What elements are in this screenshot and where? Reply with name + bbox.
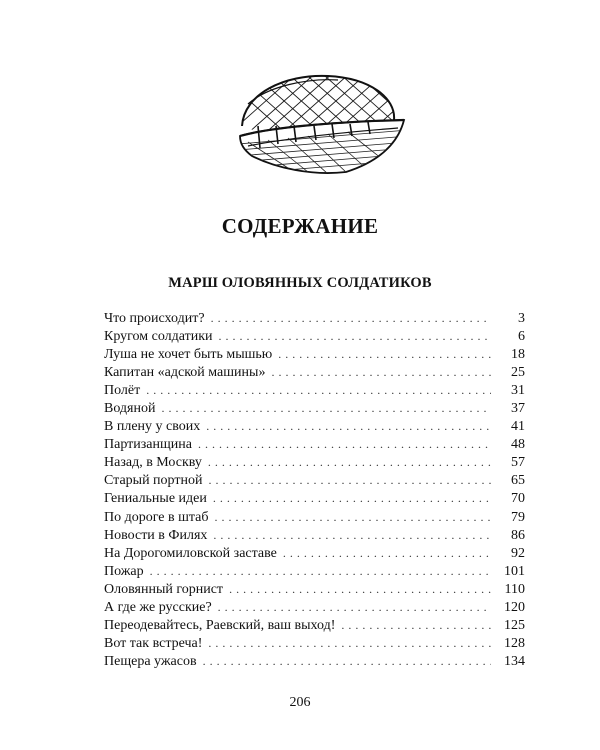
toc-entry-title: На Дорогомиловской заставе bbox=[104, 545, 277, 561]
toc-entry-page: 92 bbox=[511, 545, 525, 561]
toc-entry-page: 48 bbox=[511, 437, 525, 453]
airship-illustration bbox=[228, 64, 412, 186]
dot-leader bbox=[198, 435, 491, 453]
page-title: СОДЕРЖАНИЕ bbox=[221, 214, 379, 238]
dot-leader bbox=[211, 309, 491, 327]
toc-entry-page: 65 bbox=[511, 473, 525, 489]
toc-entry-title: Новости в Филях bbox=[104, 527, 208, 543]
toc-entry[interactable] bbox=[104, 616, 525, 634]
dot-leader bbox=[229, 580, 491, 598]
toc-entry-title: Водяной bbox=[104, 401, 156, 417]
toc-entry[interactable] bbox=[104, 489, 525, 507]
toc-entry[interactable] bbox=[104, 652, 525, 670]
toc-entry[interactable] bbox=[104, 562, 525, 580]
toc-entry-title: В плену у своих bbox=[104, 419, 201, 435]
dot-leader bbox=[283, 544, 491, 562]
toc-entry-page: 41 bbox=[511, 419, 525, 435]
dot-leader bbox=[161, 399, 491, 417]
toc-entry-page: 134 bbox=[504, 653, 525, 669]
toc-entry-page: 31 bbox=[511, 383, 525, 399]
toc-entry-title: Партизанщина bbox=[104, 437, 192, 453]
toc-entry[interactable] bbox=[104, 399, 525, 417]
dot-leader bbox=[206, 417, 491, 435]
dot-leader bbox=[208, 634, 491, 652]
toc-entry-page: 86 bbox=[511, 527, 525, 543]
toc-entry[interactable] bbox=[104, 508, 525, 526]
toc-entry[interactable] bbox=[104, 544, 525, 562]
toc-entry-title: Пожар bbox=[104, 563, 144, 579]
toc-entry[interactable] bbox=[104, 417, 525, 435]
toc-entry-page: 6 bbox=[518, 329, 525, 345]
dot-leader bbox=[150, 562, 491, 580]
toc-entry[interactable] bbox=[104, 345, 525, 363]
toc-entry-title: Кругом солдатики bbox=[104, 329, 213, 345]
toc-entry-page: 70 bbox=[511, 491, 525, 507]
table-of-contents bbox=[104, 309, 525, 670]
toc-entry[interactable] bbox=[104, 327, 525, 345]
toc-entry[interactable] bbox=[104, 580, 525, 598]
toc-entry[interactable] bbox=[104, 309, 525, 327]
toc-entry-page: 57 bbox=[511, 455, 525, 471]
dot-leader bbox=[219, 327, 491, 345]
toc-entry-page: 128 bbox=[504, 635, 525, 651]
dot-leader bbox=[271, 363, 491, 381]
dot-leader bbox=[218, 598, 491, 616]
toc-entry[interactable] bbox=[104, 471, 525, 489]
toc-entry-title: Полёт bbox=[104, 383, 141, 399]
toc-entry-page: 101 bbox=[504, 563, 525, 579]
dot-leader bbox=[278, 345, 491, 363]
toc-entry[interactable] bbox=[104, 453, 525, 471]
toc-entry-page: 37 bbox=[511, 401, 525, 417]
toc-entry[interactable] bbox=[104, 381, 525, 399]
toc-entry-page: 120 bbox=[504, 599, 525, 615]
toc-entry-title: Оловянный горнист bbox=[104, 581, 224, 597]
dot-leader bbox=[341, 616, 491, 634]
toc-entry-title: Что происходит? bbox=[104, 311, 205, 326]
toc-entry-title: Капитан «адской машины» bbox=[104, 365, 266, 381]
page-number: 206 bbox=[289, 695, 311, 710]
toc-entry-title: Старый портной bbox=[104, 473, 203, 489]
dot-leader bbox=[203, 652, 491, 670]
dot-leader bbox=[215, 508, 491, 526]
section-title: МАРШ ОЛОВЯННЫХ СОЛДАТИКОВ bbox=[168, 275, 432, 291]
toc-entry-title: Пещера ужасов bbox=[104, 653, 197, 669]
dot-leader bbox=[208, 453, 491, 471]
toc-entry-page: 79 bbox=[511, 509, 525, 525]
toc-entry[interactable] bbox=[104, 634, 525, 652]
dot-leader bbox=[146, 381, 491, 399]
toc-entry-title: Вот так встреча! bbox=[104, 635, 203, 651]
toc-entry-title: Луша не хочет быть мышью bbox=[104, 347, 273, 363]
toc-entry-title: Назад, в Москву bbox=[104, 455, 202, 471]
toc-entry-page: 3 bbox=[518, 311, 525, 326]
toc-entry[interactable] bbox=[104, 435, 525, 453]
dot-leader bbox=[208, 471, 491, 489]
toc-entry-title: А где же русские? bbox=[104, 599, 212, 615]
toc-entry-title: По дороге в штаб bbox=[104, 509, 209, 525]
toc-entry-title: Гениальные идеи bbox=[104, 491, 207, 507]
toc-entry-page: 110 bbox=[504, 581, 525, 597]
toc-entry-title: Переодевайтесь, Раевский, ваш выход! bbox=[104, 617, 336, 633]
toc-entry[interactable] bbox=[104, 598, 525, 616]
toc-entry-page: 125 bbox=[504, 617, 525, 633]
dot-leader bbox=[213, 489, 491, 507]
toc-entry[interactable] bbox=[104, 363, 525, 381]
toc-entry-page: 18 bbox=[511, 347, 525, 363]
toc-entry-page: 25 bbox=[511, 365, 525, 381]
dot-leader bbox=[213, 526, 491, 544]
toc-entry[interactable] bbox=[104, 526, 525, 544]
